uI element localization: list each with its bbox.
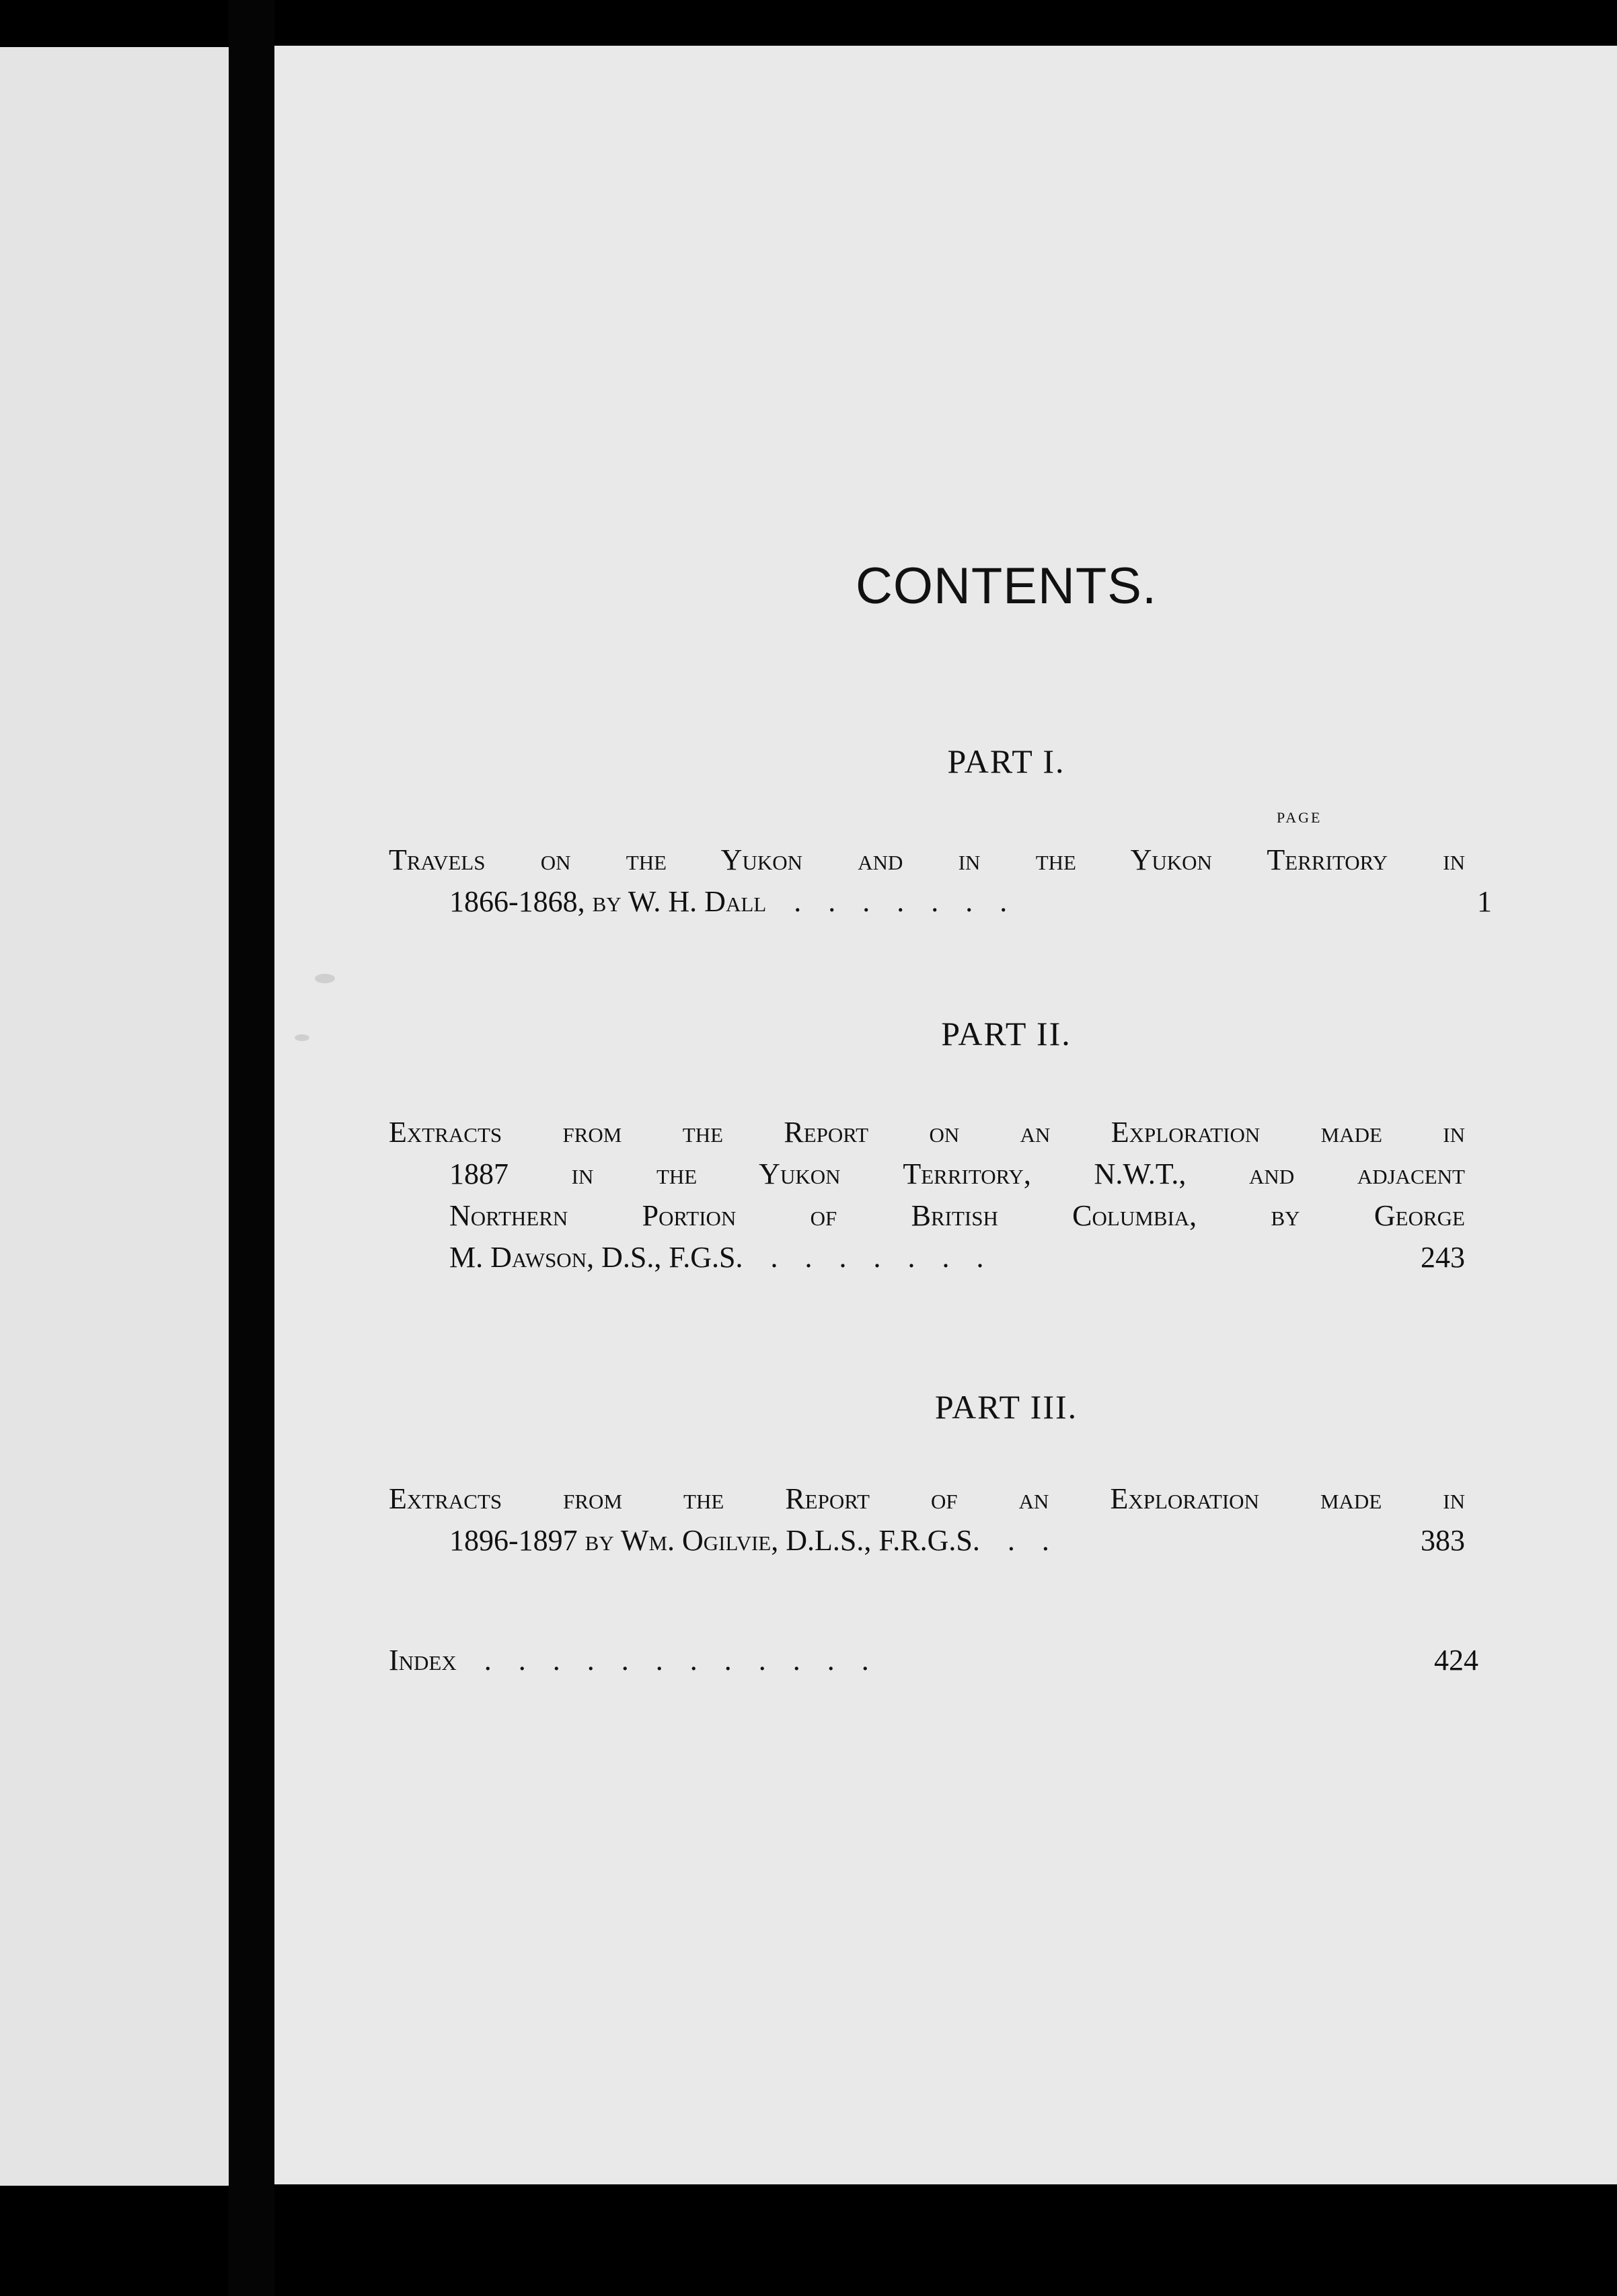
toc-entry-part-2[interactable]: [389, 1112, 1465, 1278]
part-2-heading: PART II.: [941, 1015, 1071, 1053]
leader-dots: .......: [770, 1241, 1011, 1274]
entry-last-line-text: 1866-1868, by W. H. Dall: [449, 885, 767, 918]
entry-last-line: [389, 1640, 1478, 1681]
page-column-label: PAGE: [1277, 809, 1322, 826]
entry-last-line-text: M. Dawson, D.S., F.G.S.: [449, 1241, 743, 1274]
entry-last-line: [449, 1520, 1465, 1562]
index-label: Index: [389, 1644, 457, 1677]
leader-dots: ..: [1007, 1524, 1076, 1557]
entry-last-line-text: 1896-1897 by Wm. Ogilvie, D.L.S., F.R.G.S.: [449, 1524, 980, 1557]
page-number: 383: [1421, 1524, 1465, 1557]
toc-entry-part-3[interactable]: [389, 1478, 1465, 1562]
entry-line: 1887 in the Yukon Territory, N.W.T., and adjacent: [449, 1157, 1465, 1190]
page-number: 243: [1421, 1241, 1465, 1274]
page-title: CONTENTS.: [855, 558, 1158, 615]
page-number: 424: [1434, 1644, 1478, 1677]
part-1-heading: PART I.: [947, 742, 1065, 780]
contents-page: [274, 46, 1617, 2184]
leader-dots: ............: [484, 1644, 896, 1677]
part-3-heading: PART III.: [934, 1388, 1078, 1426]
page-number: 1: [1477, 885, 1492, 918]
entry-line: Northern Portion of British Columbia, by George: [449, 1199, 1465, 1232]
book-spine-gap: [229, 0, 274, 2296]
toc-entry-index[interactable]: [389, 1640, 1478, 1681]
paper-fleck: [315, 974, 335, 983]
entry-last-line: [449, 881, 1492, 923]
toc-entry-part-1[interactable]: [389, 839, 1492, 923]
entry-line: Travels on the Yukon and in the Yukon Territory in: [389, 843, 1465, 876]
entry-line: Extracts from the Report on an Exploration made in: [389, 1116, 1465, 1149]
entry-last-line: [449, 1237, 1465, 1278]
left-page-edge: [0, 47, 229, 2186]
leader-dots: .......: [794, 885, 1035, 918]
entry-line: Extracts from the Report of an Exploration made in: [389, 1482, 1465, 1515]
